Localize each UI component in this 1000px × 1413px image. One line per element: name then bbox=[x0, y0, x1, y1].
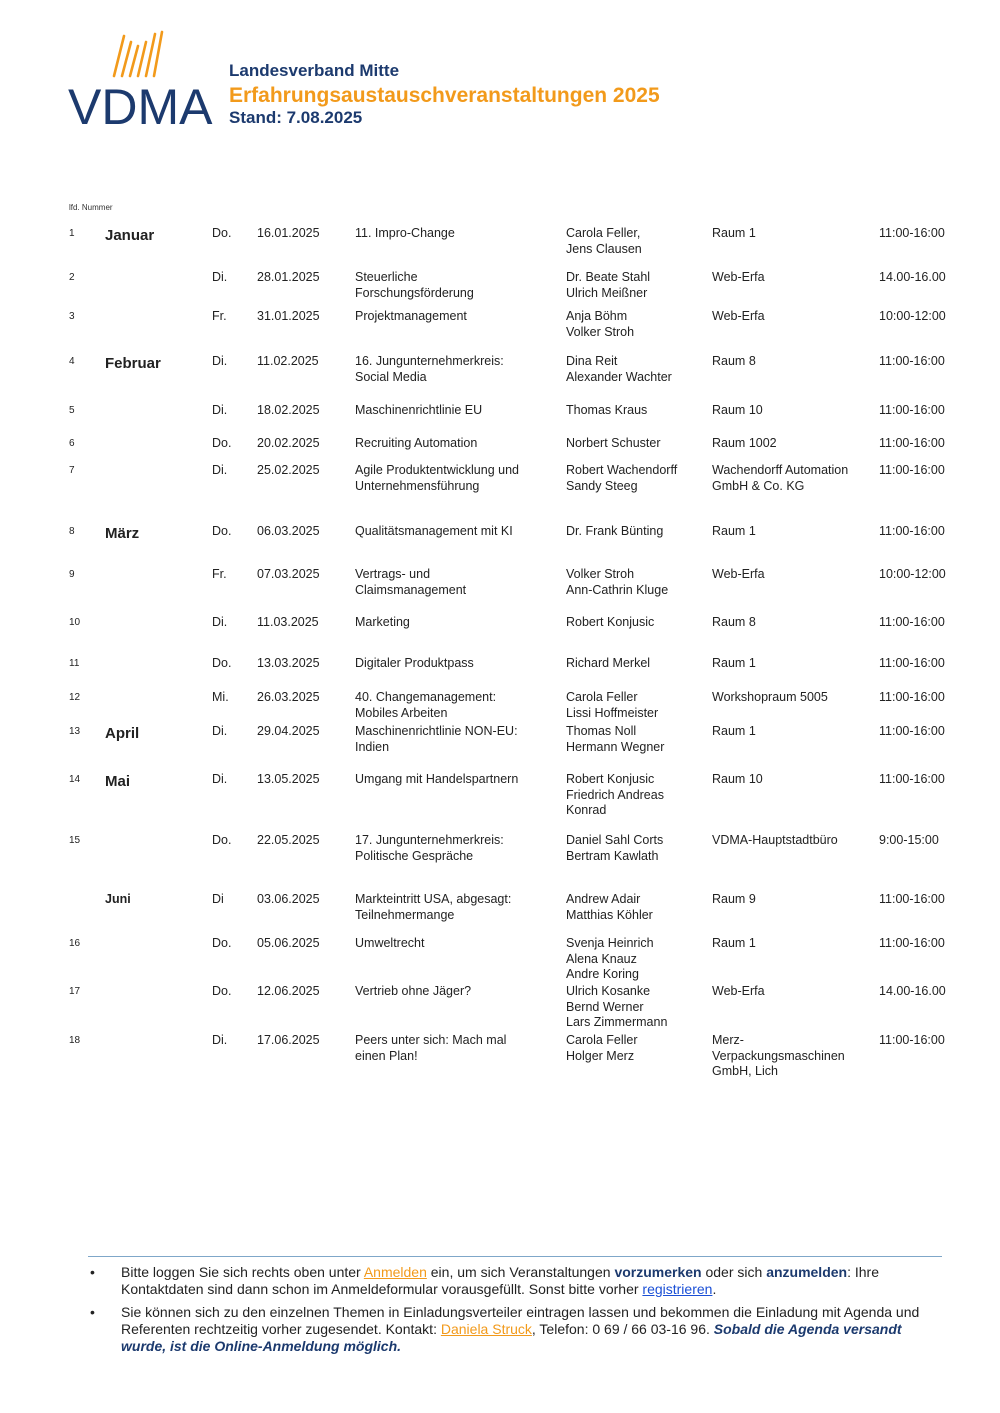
row-location-line: Raum 1 bbox=[712, 226, 756, 240]
row-time: 9:00-15:00 bbox=[879, 833, 939, 847]
row-location-line: Wachendorff Automation bbox=[712, 463, 849, 477]
row-location bbox=[712, 936, 872, 952]
row-topic-line: Markteintritt USA, abgesagt: bbox=[355, 892, 512, 906]
row-contacts-line: Richard Merkel bbox=[566, 656, 651, 670]
row-topic bbox=[355, 354, 555, 385]
row-contacts-line: Carola Feller bbox=[566, 690, 638, 704]
row-topic bbox=[355, 690, 555, 721]
row-date: 11.03.2025 bbox=[257, 615, 319, 629]
row-contacts bbox=[566, 772, 706, 819]
row-number: 9 bbox=[69, 569, 75, 580]
footer-note-contact: • Sie können sich zu den einzelnen Themen in Einladungsverteiler eintragen lassen und bekommen die Einladung mit Agenda und Referenten rechtzeitig vorher zugesendet. Kontakt: Daniela Struck, Telefon: 0 69 / 66 03-16 96. Sobald die Agenda versandt wurde, ist die Online-Anmeldung möglich. bbox=[88, 1304, 938, 1355]
row-number: 3 bbox=[69, 311, 75, 322]
row-weekday: Do. bbox=[212, 833, 232, 847]
row-date: 03.06.2025 bbox=[257, 892, 320, 906]
row-time: 10:00-12:00 bbox=[879, 567, 946, 581]
row-time: 11:00-16:00 bbox=[879, 936, 945, 950]
row-contacts-line: Robert Konjusic bbox=[566, 615, 655, 629]
row-number: 10 bbox=[69, 617, 81, 628]
row-topic-line: Mobiles Arbeiten bbox=[355, 705, 448, 720]
row-contacts-line: Lissi Hoffmeister bbox=[566, 705, 659, 720]
row-location bbox=[712, 615, 872, 631]
row-topic-line: Forschungsförderung bbox=[355, 285, 474, 300]
row-contacts-line: Dr. Beate Stahl bbox=[566, 270, 651, 284]
row-time: 11:00-16:00 bbox=[879, 524, 945, 538]
row-contacts-line: Jens Clausen bbox=[566, 241, 642, 256]
row-topic-line: Agile Produktentwicklung und bbox=[355, 463, 519, 477]
row-topic-line: Maschinenrichtlinie EU bbox=[355, 403, 483, 417]
row-number: 16 bbox=[69, 938, 81, 949]
row-date: 12.06.2025 bbox=[257, 984, 320, 998]
row-time: 11:00-16:00 bbox=[879, 436, 945, 450]
row-weekday: Di. bbox=[212, 270, 228, 284]
row-time: 14.00-16.00 bbox=[879, 270, 946, 284]
row-date: 13.03.2025 bbox=[257, 656, 320, 670]
row-contacts-line: Ann-Cathrin Kluge bbox=[566, 582, 669, 597]
row-topic bbox=[355, 936, 555, 952]
row-number: 4 bbox=[69, 356, 75, 367]
row-topic-line: Umweltrecht bbox=[355, 936, 425, 950]
row-location bbox=[712, 403, 872, 419]
row-topic bbox=[355, 436, 555, 452]
row-contacts-line: Svenja Heinrich bbox=[566, 936, 654, 950]
row-contacts bbox=[566, 656, 706, 672]
row-topic-line: Recruiting Automation bbox=[355, 436, 478, 450]
row-number: 12 bbox=[69, 692, 81, 703]
row-contacts-line: Ulrich Meißner bbox=[566, 285, 648, 300]
row-date: 25.02.2025 bbox=[257, 463, 320, 477]
row-contacts-line: Bernd Werner bbox=[566, 999, 644, 1014]
row-location bbox=[712, 690, 872, 706]
row-topic-line: Maschinenrichtlinie NON-EU: bbox=[355, 724, 518, 738]
row-location-line: Raum 1 bbox=[712, 524, 756, 538]
register-link[interactable]: registrieren bbox=[642, 1281, 713, 1297]
row-topic bbox=[355, 833, 555, 864]
row-number: 8 bbox=[69, 526, 75, 537]
row-contacts bbox=[566, 615, 706, 631]
row-contacts bbox=[566, 833, 706, 864]
row-weekday: Mi. bbox=[212, 690, 229, 704]
row-contacts-line: Holger Merz bbox=[566, 1048, 635, 1063]
row-contacts-line: Matthias Köhler bbox=[566, 907, 653, 922]
row-topic bbox=[355, 226, 555, 242]
row-month: Februar bbox=[105, 355, 161, 372]
row-location-line: Verpackungsmaschinen bbox=[712, 1048, 845, 1063]
row-contacts bbox=[566, 354, 706, 385]
row-topic-line: Teilnehmermange bbox=[355, 907, 455, 922]
row-contacts-line: Lars Zimmermann bbox=[566, 1015, 668, 1029]
row-location-line: VDMA-Hauptstadtbüro bbox=[712, 833, 838, 847]
row-location-line: Raum 1002 bbox=[712, 436, 777, 450]
row-contacts-line: Friedrich Andreas bbox=[566, 787, 664, 802]
row-topic-line: einen Plan! bbox=[355, 1048, 418, 1063]
row-topic bbox=[355, 524, 555, 540]
row-contacts-line: Andrew Adair bbox=[566, 892, 641, 906]
row-topic-line: Projektmanagement bbox=[355, 309, 467, 323]
row-location-line: Raum 9 bbox=[712, 892, 756, 906]
row-location bbox=[712, 567, 872, 583]
document-title: Erfahrungsaustauschveranstaltungen 2025 bbox=[229, 84, 660, 107]
row-location-line: Raum 10 bbox=[712, 772, 763, 786]
row-number: 17 bbox=[69, 986, 81, 997]
row-topic-line: 11. Impro-Change bbox=[355, 226, 455, 240]
row-date: 11.02.2025 bbox=[257, 354, 319, 368]
row-month: Mai bbox=[105, 773, 131, 790]
row-number: 2 bbox=[69, 272, 75, 283]
row-topic bbox=[355, 984, 555, 1000]
row-location-line: Raum 1 bbox=[712, 656, 756, 670]
footer-divider bbox=[88, 1256, 942, 1257]
row-location-line: Web-Erfa bbox=[712, 984, 765, 998]
row-topic-line: 16. Jungunternehmerkreis: bbox=[355, 354, 504, 368]
row-date: 16.01.2025 bbox=[257, 226, 320, 240]
row-date: 29.04.2025 bbox=[257, 724, 320, 738]
row-location bbox=[712, 772, 872, 788]
row-weekday: Di. bbox=[212, 1033, 228, 1047]
row-location-line: Raum 8 bbox=[712, 354, 756, 368]
row-contacts bbox=[566, 403, 706, 419]
row-topic bbox=[355, 270, 555, 301]
row-date: 17.06.2025 bbox=[257, 1033, 320, 1047]
row-location bbox=[712, 724, 872, 740]
row-topic bbox=[355, 309, 555, 325]
row-time: 11:00-16:00 bbox=[879, 354, 945, 368]
row-topic-line: Claimsmanagement bbox=[355, 582, 467, 597]
row-weekday: Fr. bbox=[212, 309, 227, 323]
row-contacts-line: Dr. Frank Bünting bbox=[566, 524, 664, 538]
row-number: 1 bbox=[69, 228, 75, 239]
row-topic-line: Umgang mit Handelspartnern bbox=[355, 772, 519, 786]
row-date: 13.05.2025 bbox=[257, 772, 320, 786]
row-contacts bbox=[566, 984, 706, 1031]
document-header bbox=[229, 61, 660, 128]
row-contacts-line: Thomas Kraus bbox=[566, 403, 648, 417]
row-number: 15 bbox=[69, 835, 81, 846]
row-topic-line: Vertrags- und bbox=[355, 567, 431, 581]
row-location bbox=[712, 892, 872, 908]
row-contacts bbox=[566, 892, 706, 923]
row-topic bbox=[355, 463, 555, 494]
row-contacts-line: Hermann Wegner bbox=[566, 739, 665, 754]
row-topic-line: Steuerliche bbox=[355, 270, 418, 284]
row-month: Januar bbox=[105, 227, 155, 244]
row-weekday: Di. bbox=[212, 615, 228, 629]
row-contacts-line: Anja Böhm bbox=[566, 309, 628, 323]
row-topic bbox=[355, 892, 555, 923]
row-time: 11:00-16:00 bbox=[879, 772, 945, 786]
footer-note-login: • Bitte loggen Sie sich rechts oben unter Anmelden ein, um sich Veranstaltungen vorzumerken oder sich anzumelden: Ihre Kontaktdaten sind dann schon im Anmeldeformular vorausgefüllt. Sonst bitte vorher registrieren. bbox=[88, 1264, 938, 1298]
row-location-line: Web-Erfa bbox=[712, 567, 765, 581]
row-contacts-line: Daniel Sahl Corts bbox=[566, 833, 664, 847]
row-contacts-line: Sandy Steeg bbox=[566, 478, 638, 493]
row-time: 14.00-16.00 bbox=[879, 984, 946, 998]
row-topic-line: Qualitätsmanagement mit KI bbox=[355, 524, 513, 538]
row-number: 11 bbox=[69, 658, 80, 669]
row-time: 11:00-16:00 bbox=[879, 403, 945, 417]
row-date: 31.01.2025 bbox=[257, 309, 320, 323]
row-time: 11:00-16:00 bbox=[879, 1033, 945, 1047]
row-date: 28.01.2025 bbox=[257, 270, 320, 284]
row-contacts bbox=[566, 1033, 706, 1064]
row-topic-line: Vertrieb ohne Jäger? bbox=[355, 984, 472, 998]
row-contacts-line: Alena Knauz bbox=[566, 951, 637, 966]
row-month: März bbox=[105, 525, 140, 542]
row-time: 11:00-16:00 bbox=[879, 463, 945, 477]
row-contacts bbox=[566, 463, 706, 494]
row-location bbox=[712, 354, 872, 370]
row-month: Juni bbox=[105, 892, 131, 906]
row-weekday: Di. bbox=[212, 463, 228, 477]
row-location-line: Raum 8 bbox=[712, 615, 756, 629]
row-location-line: Raum 10 bbox=[712, 403, 763, 417]
row-location-line: GmbH & Co. KG bbox=[712, 478, 805, 493]
row-contacts bbox=[566, 270, 706, 301]
row-contacts-line: Alexander Wachter bbox=[566, 369, 672, 384]
row-topic-line: Social Media bbox=[355, 369, 427, 384]
login-link[interactable]: Anmelden bbox=[363, 1264, 427, 1280]
row-contacts bbox=[566, 690, 706, 721]
row-location bbox=[712, 984, 872, 1000]
row-time: 10:00-12:00 bbox=[879, 309, 946, 323]
org-name: Landesverband Mitte bbox=[229, 61, 400, 80]
row-time: 11:00-16:00 bbox=[879, 656, 945, 670]
row-topic-line: Digitaler Produktpass bbox=[355, 656, 474, 670]
row-location bbox=[712, 524, 872, 540]
row-location-line: Web-Erfa bbox=[712, 270, 765, 284]
row-contacts bbox=[566, 567, 706, 598]
row-location bbox=[712, 309, 872, 325]
row-location-line: Raum 1 bbox=[712, 724, 756, 738]
row-number: 6 bbox=[69, 438, 75, 449]
row-date: 22.05.2025 bbox=[257, 833, 320, 847]
row-contacts bbox=[566, 724, 706, 755]
row-contacts bbox=[566, 436, 706, 452]
row-contacts-line: Norbert Schuster bbox=[566, 436, 661, 450]
row-location-line: GmbH, Lich bbox=[712, 1064, 778, 1078]
row-topic bbox=[355, 567, 555, 598]
row-contacts-line: Volker Stroh bbox=[566, 324, 635, 339]
row-contacts bbox=[566, 309, 706, 340]
row-time: 11:00-16:00 bbox=[879, 226, 945, 240]
row-weekday: Do. bbox=[212, 226, 232, 240]
row-weekday: Fr. bbox=[212, 567, 227, 581]
row-weekday: Di. bbox=[212, 724, 228, 738]
row-time: 11:00-16:00 bbox=[879, 892, 945, 906]
row-location bbox=[712, 1033, 872, 1080]
row-location-line: Raum 1 bbox=[712, 936, 756, 950]
row-location bbox=[712, 270, 872, 286]
row-topic-line: 17. Jungunternehmerkreis: bbox=[355, 833, 504, 847]
row-time: 11:00-16:00 bbox=[879, 615, 945, 629]
row-topic bbox=[355, 403, 555, 419]
row-date: 05.06.2025 bbox=[257, 936, 320, 950]
row-location bbox=[712, 656, 872, 672]
row-date: 20.02.2025 bbox=[257, 436, 320, 450]
row-weekday: Di. bbox=[212, 354, 228, 368]
row-month: April bbox=[105, 725, 140, 742]
document-date: Stand: 7.08.2025 bbox=[229, 108, 363, 127]
row-contacts-line: Ulrich Kosanke bbox=[566, 984, 651, 998]
row-weekday: Do. bbox=[212, 524, 232, 538]
row-topic-line: Unternehmensführung bbox=[355, 478, 480, 493]
vdma-logo bbox=[66, 28, 213, 135]
row-contacts bbox=[566, 524, 706, 540]
row-number: 5 bbox=[69, 405, 75, 416]
row-weekday: Do. bbox=[212, 936, 232, 950]
row-contacts bbox=[566, 936, 706, 983]
row-date: 06.03.2025 bbox=[257, 524, 320, 538]
row-location bbox=[712, 226, 872, 242]
contact-link[interactable]: Daniela Struck bbox=[440, 1321, 532, 1337]
row-date: 18.02.2025 bbox=[257, 403, 320, 417]
row-topic-line: Politische Gespräche bbox=[355, 848, 474, 863]
row-time: 11:00-16:00 bbox=[879, 690, 945, 704]
row-weekday: Do. bbox=[212, 436, 232, 450]
row-time: 11:00-16:00 bbox=[879, 724, 945, 738]
row-contacts-line: Andre Koring bbox=[566, 967, 639, 981]
row-contacts-line: Bertram Kawlath bbox=[566, 848, 659, 863]
row-number: 13 bbox=[69, 726, 81, 737]
row-weekday: Di. bbox=[212, 772, 228, 786]
logo-stripes-icon bbox=[106, 28, 216, 80]
row-contacts-line: Carola Feller bbox=[566, 1033, 638, 1047]
row-contacts-line: Konrad bbox=[566, 803, 607, 817]
row-location-line: Workshopraum 5005 bbox=[712, 690, 828, 704]
row-number: 7 bbox=[69, 465, 75, 476]
row-topic bbox=[355, 724, 555, 755]
footer-notes bbox=[88, 1264, 938, 1361]
row-contacts-line: Carola Feller, bbox=[566, 226, 641, 240]
row-contacts-line: Robert Konjusic bbox=[566, 772, 655, 786]
row-weekday: Di bbox=[212, 892, 224, 906]
row-contacts-line: Dina Reit bbox=[566, 354, 618, 368]
row-contacts-line: Volker Stroh bbox=[566, 567, 635, 581]
column-header-number: lfd. Nummer bbox=[69, 203, 113, 212]
row-topic bbox=[355, 1033, 555, 1064]
row-weekday: Do. bbox=[212, 656, 232, 670]
row-number: 14 bbox=[69, 774, 81, 785]
logo-wordmark: VDMA bbox=[68, 79, 213, 135]
row-date: 07.03.2025 bbox=[257, 567, 320, 581]
row-weekday: Di. bbox=[212, 403, 228, 417]
row-location bbox=[712, 436, 872, 452]
row-location bbox=[712, 833, 872, 849]
row-number: 18 bbox=[69, 1035, 81, 1046]
row-weekday: Do. bbox=[212, 984, 232, 998]
row-location bbox=[712, 463, 872, 494]
row-topic bbox=[355, 772, 555, 788]
row-location-line: Web-Erfa bbox=[712, 309, 765, 323]
row-location-line: Merz- bbox=[712, 1033, 744, 1047]
row-contacts bbox=[566, 226, 706, 257]
row-topic-line: Peers unter sich: Mach mal bbox=[355, 1033, 507, 1047]
row-topic-line: Marketing bbox=[355, 615, 410, 629]
row-topic-line: 40. Changemanagement: bbox=[355, 690, 497, 704]
row-contacts-line: Thomas Noll bbox=[566, 724, 637, 738]
row-contacts-line: Robert Wachendorff bbox=[566, 463, 678, 477]
row-topic-line: Indien bbox=[355, 739, 390, 754]
row-topic bbox=[355, 656, 555, 672]
row-date: 26.03.2025 bbox=[257, 690, 320, 704]
row-topic bbox=[355, 615, 555, 631]
